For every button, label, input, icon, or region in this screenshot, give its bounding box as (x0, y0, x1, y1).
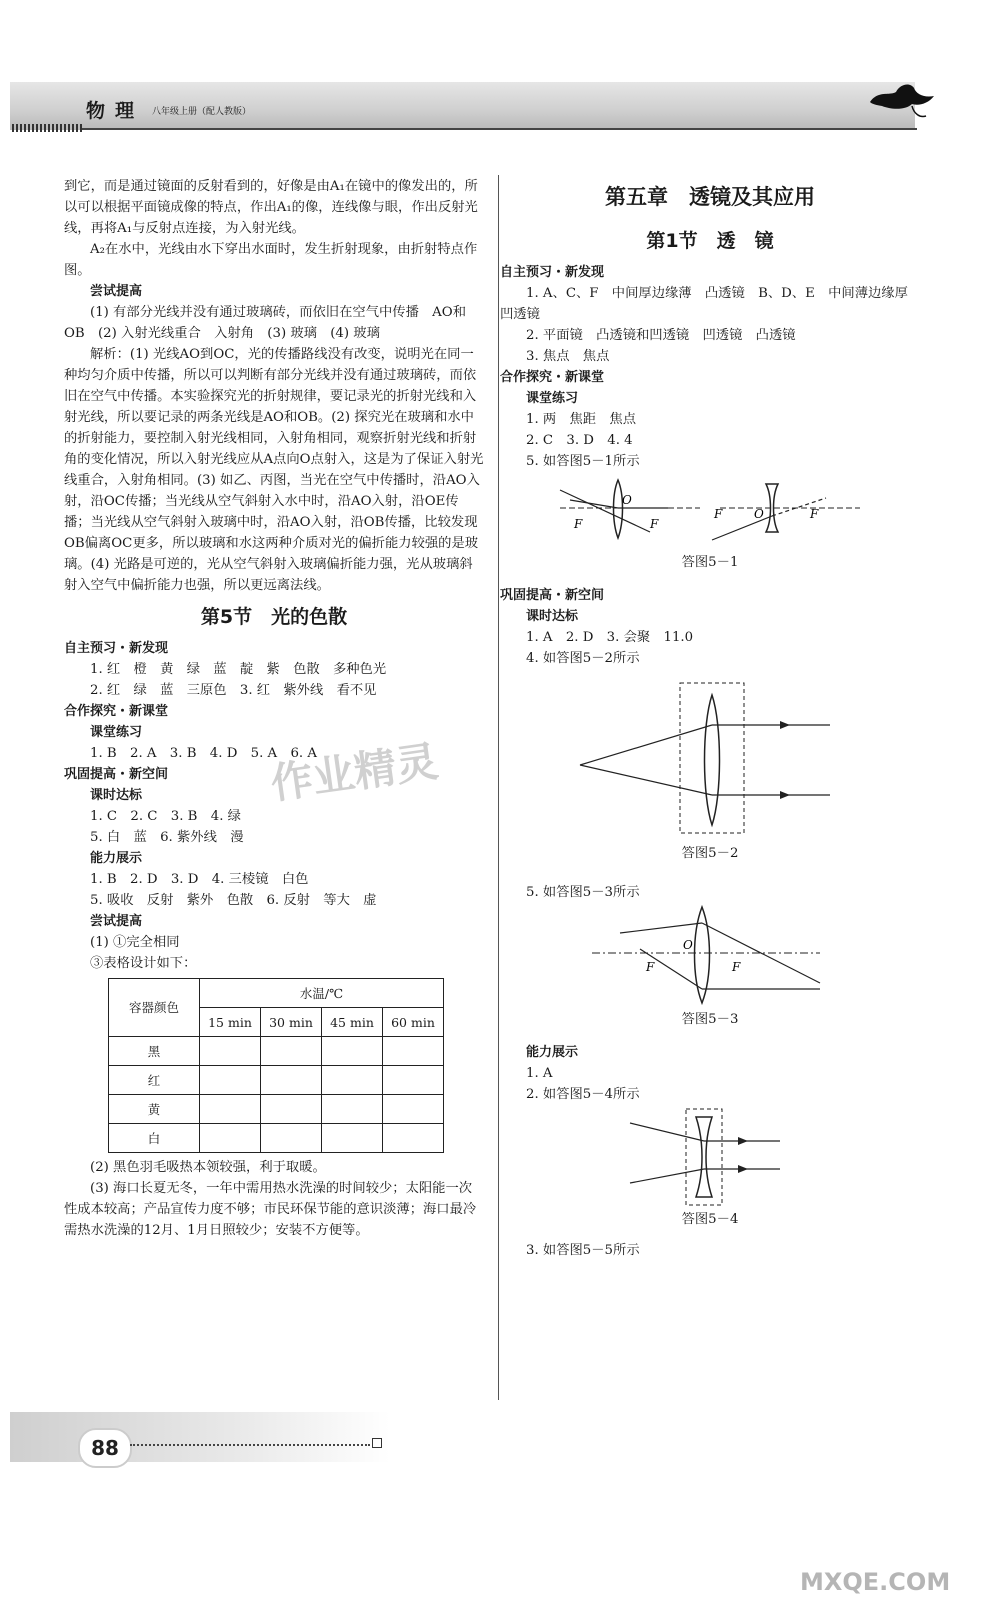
r-ability-line-2: 2. 如答图5－4所示 (526, 1087, 640, 1102)
watermark-url: MXQE.COM (800, 1568, 951, 1596)
r-ability-heading: 能力展示 (526, 1045, 579, 1060)
ability-line-2: 5. 吸收 反射 紫外 色散 6. 反射 等大 虚 (90, 893, 377, 908)
r-standard-line-1: 1. A 2. D 3. 会聚 11.0 (526, 630, 694, 645)
preview-line-2: 2. 红 绿 蓝 三原色 3. 红 紫外线 看不见 (90, 683, 377, 698)
footer-square (372, 1438, 382, 1448)
header-subject: 物理 (86, 100, 145, 122)
header-bar (10, 82, 915, 130)
fig1-label-f: F (810, 507, 819, 521)
table-row-label: 黑 (109, 1037, 200, 1066)
fig1-label-f: F (650, 517, 659, 531)
right-column (500, 180, 920, 1261)
preview-line-1: 1. 红 橙 黄 绿 蓝 靛 紫 色散 多种色光 (90, 662, 387, 677)
water-temp-table (108, 978, 444, 1153)
fig1-label-o: O (754, 507, 764, 521)
r-preview-heading: 自主预习・新发现 (500, 265, 605, 280)
ability-heading: 能力展示 (90, 851, 143, 866)
caption-5-4: 答图5－4 (681, 1212, 739, 1227)
r-class-heading: 课堂练习 (526, 391, 579, 406)
table-row (109, 1037, 444, 1066)
watermark-text: 作业精灵 (267, 736, 441, 809)
standard-line-1: 1. C 2. C 3. B 4. 绿 (90, 809, 241, 824)
figure-5-3 (500, 903, 920, 1009)
bird-logo-icon (868, 80, 938, 130)
figure-5-1 (500, 472, 920, 552)
section-5-title: 第5节 光的色散 (200, 606, 348, 628)
try-heading: 尝试提高 (90, 284, 143, 299)
footer-bar (10, 1412, 390, 1462)
try-heading-2: 尝试提高 (90, 914, 143, 929)
caption-5-1: 答图5－1 (681, 555, 739, 570)
r-preview-line-2: 2. 平面镜 凸透镜和凹透镜 凹透镜 凸透镜 (526, 328, 796, 343)
preview-heading: 自主预习・新发现 (64, 641, 169, 656)
caption-5-2: 答图5－2 (681, 846, 739, 861)
left-para-2: A₂在水中，光线由水下穿出水面时，发生折射现象，由折射特点作图。 (64, 242, 478, 278)
r-standard-heading: 课时达标 (526, 609, 579, 624)
ability-line-1: 1. B 2. D 3. D 4. 三棱镜 白色 (90, 872, 309, 887)
r-class-line-2: 2. C 3. D 4. 4 (526, 433, 633, 448)
table-row (109, 1066, 444, 1095)
class-practice-line: 1. B 2. A 3. B 4. D 5. A 6. A (90, 746, 317, 761)
r-ability-line-3: 3. 如答图5－5所示 (526, 1243, 640, 1258)
table-col-header: 60 min (383, 1008, 444, 1037)
r-preview-line-3: 3. 焦点 焦点 (526, 349, 610, 364)
left-para-1: 到它，而是通过镜面的反射看到的，好像是由A₁在镜中的像发出的，所以可以根据平面镜成像的特点，作出A₁的像，连线像与眼，作出反射光线，再将A₁与反射点连接，为入射光线。 (64, 179, 478, 236)
section-1-title: 第1节 透 镜 (646, 230, 774, 252)
after-line-1: (2) 黑色羽毛吸热本领较强，利于取暖。 (90, 1160, 326, 1175)
r-coop-heading: 合作探究・新课堂 (500, 370, 605, 385)
r-class-line-3: 5. 如答图5－1所示 (526, 454, 640, 469)
r-preview-line-1: 1. A、C、F 中间厚边缘薄 凸透镜 B、D、E 中间薄边缘厚 凹透镜 (500, 286, 922, 322)
standard-line-2: 5. 白 蓝 6. 紫外线 漫 (90, 830, 244, 845)
try-answers: (1) 有部分光线并没有通过玻璃砖，而依旧在空气中传播 AO和OB (2) 入射光线重合 入射角 (3) 玻璃 (4) 玻璃 (64, 305, 466, 341)
consolidate-heading: 巩固提高・新空间 (64, 767, 169, 782)
coop-heading: 合作探究・新课堂 (64, 704, 169, 719)
table-row (109, 1095, 444, 1124)
fig3-label-f: F (732, 960, 741, 974)
standard-heading: 课时达标 (90, 788, 143, 803)
r-ability-line-1: 1. A (526, 1066, 553, 1081)
table-group-header: 水温/℃ (200, 979, 444, 1008)
header-line (82, 128, 917, 130)
column-divider (498, 175, 499, 1400)
left-column (64, 176, 484, 1241)
table-col-header: 45 min (322, 1008, 383, 1037)
chapter-title: 第五章 透镜及其应用 (605, 185, 815, 209)
table-corner: 容器颜色 (109, 979, 200, 1037)
try-line-1: (1) ①完全相同 (90, 935, 180, 950)
r-class-line-1: 1. 两 焦距 焦点 (526, 412, 636, 427)
class-practice-heading: 课堂练习 (90, 725, 143, 740)
fig1-label-f: F (574, 517, 583, 531)
fig1-label-o: O (622, 493, 632, 507)
after-line-2: (3) 海口长夏无冬，一年中需用热水洗澡的时间较少；太阳能一次性成本较高；产品宣传力度不够；市民环保节能的意识淡薄；海口最冷需热水洗澡的12月、1月日照较少；安装不方便等。 (64, 1181, 477, 1238)
header-ticks (12, 124, 82, 132)
page-number: 88 (78, 1428, 132, 1468)
table-row-label: 黄 (109, 1095, 200, 1124)
figure-5-2 (500, 675, 920, 843)
fig1-label-f: F (714, 507, 723, 521)
caption-5-3: 答图5－3 (681, 1012, 739, 1027)
table-row-label: 白 (109, 1124, 200, 1153)
r-standard-line-2: 4. 如答图5－2所示 (526, 651, 640, 666)
fig3-label-o: O (683, 938, 693, 952)
figure-5-4 (500, 1105, 920, 1209)
table-row (109, 1124, 444, 1153)
table-col-header: 30 min (261, 1008, 322, 1037)
footer-dots (130, 1444, 370, 1446)
analysis-para: 解析：(1) 光线AO到OC，光的传播路线没有改变，说明光在同一种均匀介质中传播，所以可以判断有部分光线并没有通过玻璃砖，而依旧在空气中传播。本实验探究光的折射规律，要记录光的折射光线和入射光线，所以要记录的两条光线是AO和OB。(2) 探究光在玻璃和水中的折射能力，要控制入射光线相同，入射角相同，观察折射光线和折射角的变化情况，所以入射光线应从A点向O点射入，这是为了保证入射光线重合，入射角相同。(3) 如乙、丙图，当光在空气中传播时，沿AO入射，沿OC传播；当光线从空气斜射入水中时，沿AO入射，沿OE传播；当光线从空气斜射入玻璃中时，沿AO入射，沿OB传播，比较发现OB偏离OC更多，所以玻璃和水这两种介质对光的偏折能力较强的是玻璃。(4) 光路是可逆的，光从空气斜射入玻璃偏折能力强，光从玻璃斜射入空气中偏折能力也强，所以更远离法线。 (64, 347, 484, 593)
table-row-label: 红 (109, 1066, 200, 1095)
r-standard-line-3: 5. 如答图5－3所示 (526, 885, 640, 900)
try-line-2: ③表格设计如下： (90, 956, 197, 971)
header-grade: 八年级上册（配人教版） (152, 107, 252, 117)
table-col-header: 15 min (200, 1008, 261, 1037)
r-consolidate-heading: 巩固提高・新空间 (500, 588, 605, 603)
fig3-label-f: F (646, 960, 655, 974)
